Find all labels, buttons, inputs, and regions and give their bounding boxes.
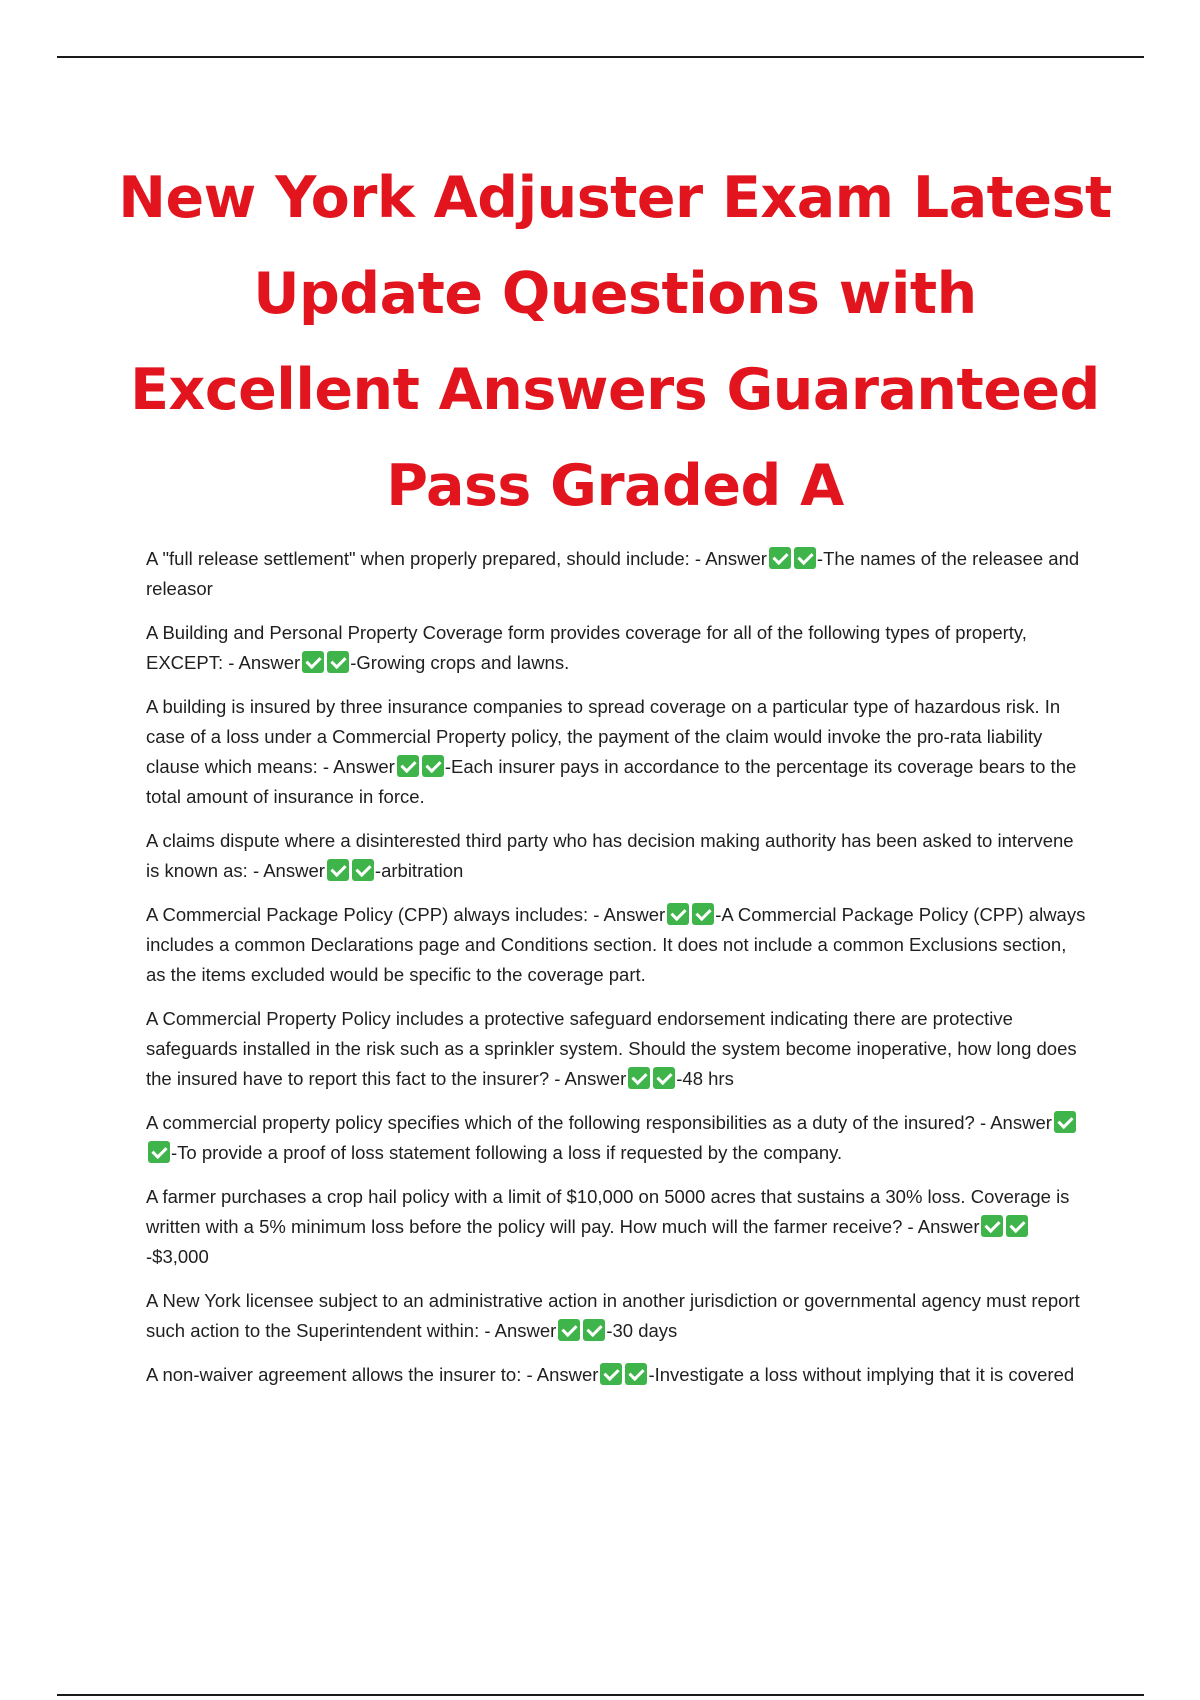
- answer-text: 48 hrs: [682, 1068, 734, 1089]
- question-text: A building is insured by three insurance companies to spread coverage on a particular type of hazardous risk. In case of a loss under a Commercial Property policy, the payment of the claim would invoke the pro-rata liability clause which means:: [146, 696, 1061, 777]
- check-mark-icon: [558, 1319, 580, 1341]
- check-mark-icon: [327, 651, 349, 673]
- qa-item: [146, 1108, 1091, 1168]
- answer-text: arbitration: [381, 860, 464, 881]
- question-text: A Commercial Package Policy (CPP) always includes:: [146, 904, 589, 925]
- qa-item: [146, 1360, 1091, 1390]
- qa-list: [146, 544, 1091, 1404]
- check-mark-icon: [625, 1363, 647, 1385]
- answer-prefix: - Answer: [252, 860, 325, 881]
- answer-separator: -: [444, 756, 452, 777]
- answer-text: Growing crops and lawns.: [356, 652, 570, 673]
- answer-separator: -: [606, 1320, 613, 1341]
- question-text: A commercial property policy specifies which of the following responsibilities as a duty of the insured?: [146, 1112, 975, 1133]
- document-title: [100, 150, 1130, 534]
- check-mark-icon: [148, 1141, 170, 1163]
- check-mark-icon: [397, 755, 419, 777]
- footer-rule: [57, 1694, 1144, 1696]
- qa-item: [146, 900, 1091, 990]
- check-mark-icon: [667, 903, 689, 925]
- check-mark-icon: [583, 1319, 605, 1341]
- answer-prefix: - Answer: [907, 1216, 980, 1237]
- check-mark-icon: [794, 547, 816, 569]
- answer-text: Investigate a loss without implying that it is covered: [654, 1364, 1075, 1385]
- answer-separator: -: [816, 548, 824, 569]
- question-text: A New York licensee subject to an administrative action in another jurisdiction or governmental agency must report such action to the Superintendent within:: [146, 1290, 1080, 1341]
- answer-prefix: - Answer: [694, 548, 767, 569]
- answer-prefix: - Answer: [593, 904, 666, 925]
- title-line: Pass Graded A: [386, 453, 844, 519]
- qa-item: [146, 544, 1091, 604]
- title-line: Excellent Answers Guaranteed: [130, 357, 1100, 423]
- answer-prefix: - Answer: [554, 1068, 627, 1089]
- answer-separator: -: [146, 1246, 153, 1267]
- answer-prefix: - Answer: [979, 1112, 1052, 1133]
- header-rule: [57, 56, 1144, 58]
- answer-text: A Commercial Package Policy (CPP) always includes a common Declarations page and Conditions section. It does not include a common Exclusions section, as the items excluded would be specific to the coverage part.: [146, 904, 1086, 985]
- question-text: A claims dispute where a disinterested third party who has decision making authority has been asked to intervene is known as:: [146, 830, 1074, 881]
- check-mark-icon: [422, 755, 444, 777]
- qa-item: [146, 692, 1091, 812]
- answer-separator: -: [374, 860, 382, 881]
- answer-prefix: - Answer: [484, 1320, 557, 1341]
- answer-text: To provide a proof of loss statement following a loss if requested by the company.: [177, 1142, 843, 1163]
- check-mark-icon: [628, 1067, 650, 1089]
- qa-item: [146, 826, 1091, 886]
- check-mark-icon: [352, 859, 374, 881]
- question-text: A Building and Personal Property Coverage form provides coverage for all of the following types of property, EXCEPT:: [146, 622, 1027, 673]
- check-mark-icon: [327, 859, 349, 881]
- answer-prefix: - Answer: [322, 756, 395, 777]
- check-mark-icon: [653, 1067, 675, 1089]
- check-mark-icon: [769, 547, 791, 569]
- answer-prefix: - Answer: [228, 652, 301, 673]
- answer-separator: -: [715, 904, 722, 925]
- answer-separator: -: [350, 652, 357, 673]
- qa-item: [146, 1286, 1091, 1346]
- answer-separator: -: [676, 1068, 683, 1089]
- check-mark-icon: [600, 1363, 622, 1385]
- question-text: A "full release settlement" when properly prepared, should include:: [146, 548, 690, 569]
- check-mark-icon: [1006, 1215, 1028, 1237]
- answer-prefix: - Answer: [526, 1364, 599, 1385]
- question-text: A farmer purchases a crop hail policy with a limit of $10,000 on 5000 acres that sustains a 30% loss. Coverage is written with a 5% minimum loss before the policy will pay. How much will the farmer receive?: [146, 1186, 1070, 1237]
- answer-separator: -: [171, 1142, 178, 1163]
- title-line: Update Questions with: [253, 261, 977, 327]
- qa-item: [146, 618, 1091, 678]
- qa-item: [146, 1004, 1091, 1094]
- question-text: A Commercial Property Policy includes a protective safeguard endorsement indicating there are protective safeguards installed in the risk such as a sprinkler system. Should the system become inoperative, how long does the insured have to report this fact to the insurer?: [146, 1008, 1077, 1089]
- check-mark-icon: [692, 903, 714, 925]
- check-mark-icon: [1054, 1111, 1076, 1133]
- answer-separator: -: [648, 1364, 655, 1385]
- qa-item: [146, 1182, 1091, 1272]
- question-text: A non-waiver agreement allows the insurer to:: [146, 1364, 522, 1385]
- answer-text: Each insurer pays in accordance to the percentage its coverage bears to the total amount of insurance in force.: [146, 756, 1077, 807]
- answer-text: 30 days: [612, 1320, 678, 1341]
- check-mark-icon: [302, 651, 324, 673]
- title-line: New York Adjuster Exam Latest: [118, 165, 1112, 231]
- answer-text: The names of the releasee and releasor: [146, 548, 1080, 599]
- check-mark-icon: [981, 1215, 1003, 1237]
- answer-text: $3,000: [152, 1246, 209, 1267]
